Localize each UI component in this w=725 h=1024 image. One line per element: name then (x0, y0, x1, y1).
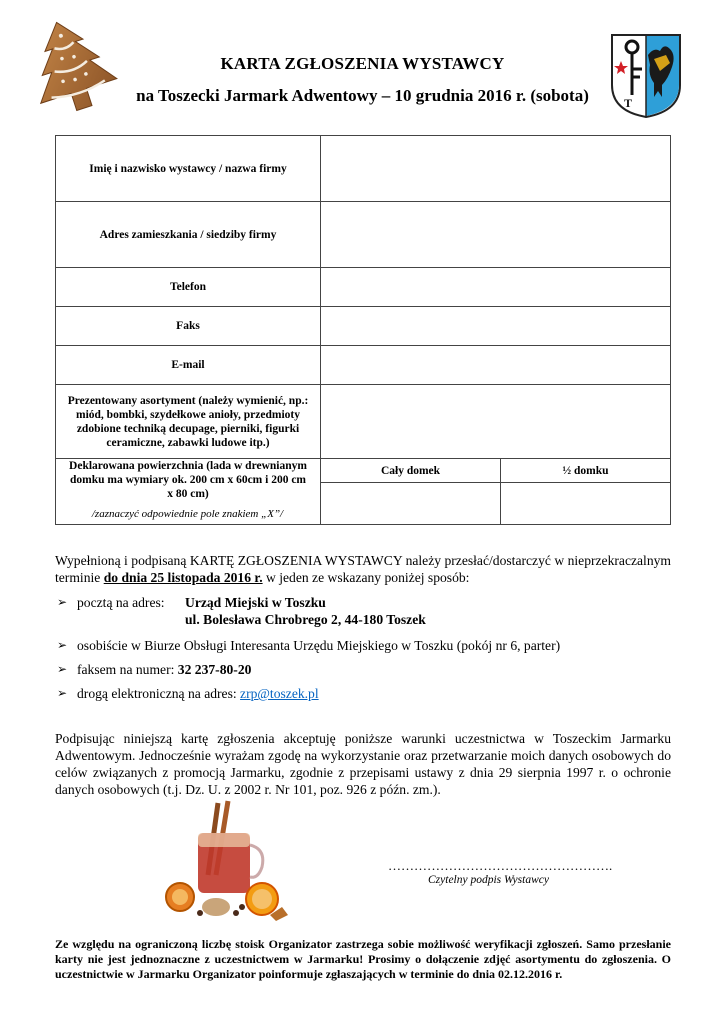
page-title: KARTA ZGŁOSZENIA WYSTAWCY (220, 54, 505, 73)
arrow-bullet-icon: ➢ (57, 686, 68, 700)
list-item-email: ➢ drogą elektroniczną na adres: zrp@toszek.pl (57, 686, 319, 701)
list-item-post: ➢ pocztą na adres: Urząd Miejski w Toszku ul. Bolesława Chrobrego 2, 44-180 Toszek (57, 595, 426, 627)
email-field[interactable] (321, 346, 671, 385)
mulled-wine-image (150, 795, 300, 925)
address-label: Adres zamieszkania / siedziby firmy (56, 202, 321, 268)
fax-label: Faks (56, 307, 321, 346)
area-note: /zaznaczyć odpowiednie pole znakiem „X”/ (91, 508, 284, 520)
name-field[interactable] (321, 136, 671, 202)
instructions-paragraph (55, 552, 671, 586)
email-label: E-mail (56, 346, 321, 385)
whole-house-checkbox[interactable] (321, 483, 501, 525)
deadline: do dnia 25 listopada 2016 r. (103, 570, 263, 585)
phone-label: Telefon (56, 268, 321, 307)
list-item-fax: ➢ faksem na numer: 32 237-80-20 (57, 662, 252, 677)
list-item-in-person: ➢ osobiście w Biurze Obsługi Interesanta Urzędu Miejskiego w Toszku (pokój nr 6, parter) (57, 638, 561, 653)
post-address-1: Urząd Miejski w Toszku (185, 595, 326, 610)
assortment-label: Prezentowany asortyment (należy wymienić, np.: miód, bombki, szydełkowe anioły, przedmioty zdobione techniką decupage, pierniki, figurki ceramiczne, zabawki ludowe itp.) (56, 385, 321, 459)
arrow-bullet-icon: ➢ (57, 638, 68, 652)
half-house-header: ½ domku (501, 459, 671, 483)
toszek-coat-of-arms (610, 33, 682, 119)
consent-paragraph: Podpisując niniejszą kartę zgłoszenia akceptuję poniższe warunki uczestnictwa w Toszeckim Jarmarku Adwentowym. Jednocześnie wyrażam zgodę na wykorzystanie oraz przetwarzanie moich danych osobowych do celów związanych z promocją Jarmarku, zgodnie z przepisami ustawy z dnia 29 sierpnia 1997 r. o ochronie danych osobowych (t.j. Dz. U. z 2002 r. Nr 101, poz. 926 z późn. zm.). (55, 731, 671, 797)
whole-house-header: Cały domek (321, 459, 501, 483)
area-label: Deklarowana powierzchnia (lada w drewnianym domku ma wymiary ok. 200 cm x 60cm i 200 cm x 80 cm) (56, 459, 321, 525)
svg-text:T: T (624, 96, 633, 110)
fax-number: 32 237-80-20 (177, 662, 252, 677)
page-subtitle: na Toszecki Jarmark Adwentowy – 10 grudnia 2016 r. (sobota) (136, 86, 589, 105)
phone-field[interactable] (321, 268, 671, 307)
instructions-text-2: w jeden ze wskazany poniżej sposób: (262, 570, 470, 585)
delivery-methods-list (55, 594, 671, 702)
registration-form-table (55, 135, 671, 525)
assortment-field[interactable] (321, 385, 671, 459)
email-link[interactable]: zrp@toszek.pl (240, 686, 319, 701)
arrow-bullet-icon: ➢ (57, 662, 68, 676)
post-address-2: ul. Bolesława Chrobrego 2, 44-180 Toszek (185, 612, 426, 627)
instructions-text-1: Wypełnioną i podpisaną KARTĘ ZGŁOSZENIA WYSTAWCY należy przesłać/dostarczyć w nieprzekraczalnym terminie (55, 553, 671, 585)
signature-line: ……………………………………………. (388, 858, 613, 873)
signature-label: Czytelny podpis Wystawcy (428, 874, 549, 886)
fax-field[interactable] (321, 307, 671, 346)
footer-notice: Ze względu na ograniczoną liczbę stoisk Organizator zastrzega sobie możliwość weryfikacji zgłoszeń. Samo przesłanie karty nie jest jednoznaczne z uczestnictwem w Jarmarku! Prosimy o dołączenie zdjęć asortymentu do zgłoszenia. O uczestnictwie w Jarmarku Organizator poinformuje zgłaszających w terminie do dnia 02.12.2016 r. (55, 937, 671, 981)
arrow-bullet-icon: ➢ (57, 595, 68, 609)
name-label: Imię i nazwisko wystawcy / nazwa firmy (56, 136, 321, 202)
half-house-checkbox[interactable] (501, 483, 671, 525)
address-field[interactable] (321, 202, 671, 268)
